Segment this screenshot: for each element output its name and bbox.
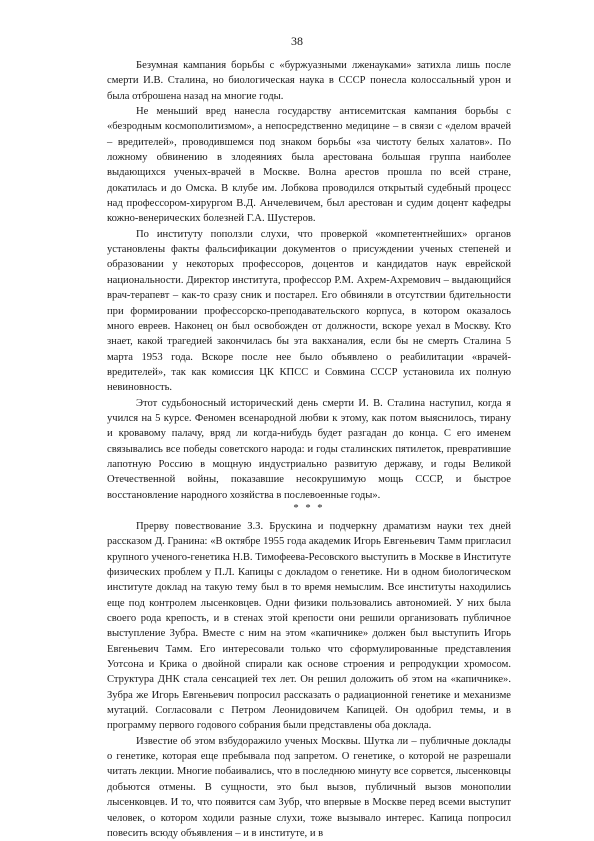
section-separator: * * * [293,502,325,514]
paragraph: Безумная кампания борьбы с «буржуазными лженауками» затихла лишь после смерти И.В. Сталина, но биологическая наука в СССР понесла колоссальный урон и была отброшена назад на многие годы. [107,60,511,102]
body-text [107,58,511,841]
paragraph: Известие об этом взбудоражило ученых Москвы. Шутка ли – публичные доклады о генетике, которая еще пребывала под запретом. О генетике, о которой не разрешали читать лекции. Многие побаивались, что в последнюю минуту все сорвется, лысенковцы добьются отмены. В сущности, это был вызов, публичный вызов монополии лысенковцев. И то, что появится сам Зубр, что впервые в Москве перед всеми выступит человек, о котором ходили разные слухи, тоже вызывало интерес. Капица попросил повесить всюду объявления – и в институте, и в [107,735,511,839]
paragraph: Не меньший вред нанесла государству антисемитская кампания борьбы с «безродным космополитизмом», а непосредственно медицине – в связи с «делом врачей – вредителей», проводившемся под знаком борьбы «за чистоту белых халатов». По ложному обвинению в злодеяниях была арестована большая группа наиболее выдающихся ученых-врачей в Москве. Волна арестов прошла по всей стране, докатилась и до Омска. В клубе им. Лобкова проводился открытый судебный процесс над профессором-хирургом В.Д. Анчелевичем, был арестован и судим доцент кафедры кожно-венерических болезней Г.А. Шустеров. [107,106,511,225]
paragraph: Этот судьбоносный исторический день смерти И. В. Сталина наступил, когда я учился на 5 курсе. Феномен всенародной любви к этому, как потом выяснилось, тирану и кровавому палачу, вряд ли когда-нибудь будет разгадан до конца. С его именем связывались все победы советского народа: и годы сталинских пятилеток, превратившие лапотную Россию в мощную индустриально развитую державу, и годы Великой Отечественной войны, показавшие несокрушимую мощь СССР, и быстрое восстановление народного хозяйства в послевоенные годы». [107,397,511,501]
page-number: 38 [291,34,303,48]
paragraph: Прерву повествование З.З. Брускина и подчеркну драматизм науки тех дней рассказом Д. Гранина: «В октябре 1955 года академик Игорь Евгеньевич Тамм пригласил крупного ученого-генетика Н.В. Тимофеева-Ресовского выступить в Москве в Институте физических проблем у П.Л. Капицы с докладом о генетике. Ни в одном биологическом институте доклад на такую тему был в то время немыслим. Все институты находились еще под контролем лысенковцев. Одни физики пользовались автономией. У них была своего рода крепость, и в стенах этой крепости они решили организовать публичное выступление Зубра. Вместе с ним на этом «капичнике» должен был выступить Игорь Евгеньевич Тамм. Его интересовали только что сформулированные представления Уотсона и Крика о двойной спирали как основе строения и репродукции хромосом. Структура ДНК стала сенсацией тех лет. Он решил доложить об этом на «капичнике». Зубра же Игорь Евгеньевич попросил рассказать о радиационной генетике и механизме мутаций. Согласовали с Петром Леонидовичем Капицей. Он одобрил темы, и в программу первого годового собрания были представлены оба доклада. [107,520,511,732]
paragraph: По институту поползли слухи, что проверкой «компетентнейших» органов установлены факты фальсификации документов о присуждении ученых степеней и образовании у некоторых профессоров, доцентов и кандидатов наук еврейской национальности. Директор института, профессор Р.М. Ахрем-Ахремович – выдающийся врач-терапевт – как-то сразу сник и постарел. Его обвиняли в отсутствии бдительности при формировании профессорско-преподавательского корпуса, в котором оказалось много евреев. Наконец он был освобожден от должности, вскоре уехал в Москву. Кто знает, какой трагедией закончилась бы эта вакханалия, если бы не смерть Сталина 5 марта 1953 года. Вскоре после нее было объявлено о реабилитации «врачей-вредителей», так как комиссия ЦК КПСС и Совмина СССР установила их полную невиновность. [107,228,511,394]
